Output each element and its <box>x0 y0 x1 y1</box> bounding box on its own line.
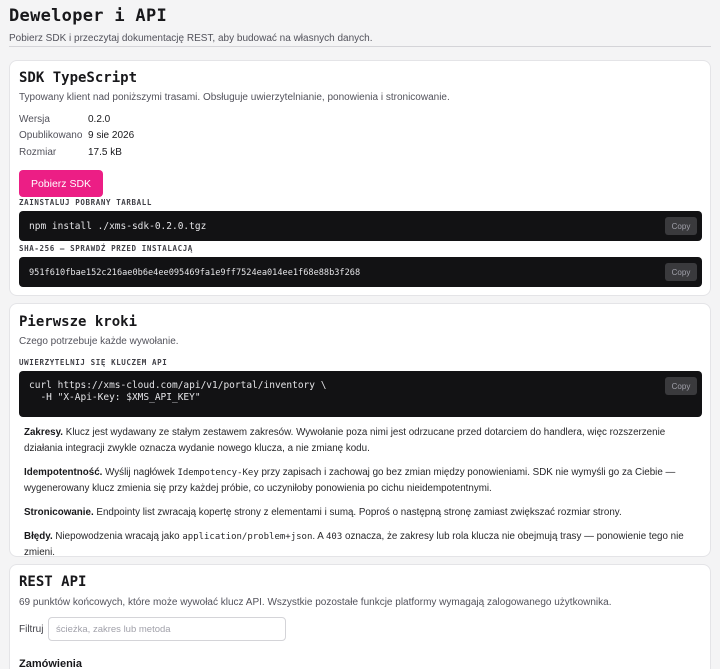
note-idem-text-1: Wyślij nagłówek <box>105 467 175 478</box>
note-errors-text-1: Niepowodzenia wracają jako <box>55 531 180 542</box>
meta-version-value: 0.2.0 <box>88 114 111 125</box>
header-divider <box>9 46 711 47</box>
note-paging <box>24 505 700 521</box>
note-errors-text-3: oznacza, że zakresy lub rola klucza nie obejmują trasy — ponowienie tego nie zmieni. <box>24 531 684 558</box>
page-subtitle: Pobierz SDK i przeczytaj dokumentację REST, aby budować na własnych danych. <box>9 33 373 44</box>
copy-auth-button[interactable]: Copy <box>665 377 697 395</box>
meta-size-value: 17.5 kB <box>88 147 122 158</box>
sha-block <box>19 257 702 287</box>
rest-api-card-title: REST API <box>19 574 87 590</box>
quickstart-notes <box>24 425 700 569</box>
meta-published-value: 9 sie 2026 <box>88 130 135 141</box>
note-paging-text: Endpointy list zwracają kopertę strony z elementami i sumą. Poproś o następną stronę zamiast zwiększać rozmiar strony. <box>96 507 622 518</box>
install-command-block <box>19 211 702 241</box>
meta-published-label: Opublikowano <box>19 130 83 141</box>
note-errors <box>24 529 700 561</box>
page-title: Deweloper i API <box>9 6 168 26</box>
rest-api-card <box>9 564 711 669</box>
sha-value: 951f610fbae152c216ae0b6e4ee095469fa1e9ff7524ea014ee1f68e88b3f268 <box>29 268 361 278</box>
quickstart-card-description: Czego potrzebuje każde wywołanie. <box>19 336 179 347</box>
note-scopes-title: Zakresy. <box>24 427 64 438</box>
auth-command: curl https://xms-cloud.com/api/v1/portal/inventory \ -H "X-Api-Key: $XMS_API_KEY" <box>29 380 327 403</box>
sdk-card-title: SDK TypeScript <box>19 70 138 86</box>
note-errors-code-2: 403 <box>326 532 343 542</box>
note-errors-title: Błędy. <box>24 531 53 542</box>
note-paging-title: Stronicowanie. <box>24 507 94 518</box>
install-command: npm install ./xms-sdk-0.2.0.tgz <box>29 221 207 232</box>
filter-label: Filtruj <box>19 624 44 635</box>
page-header <box>9 6 711 44</box>
note-idem-title: Idempotentność. <box>24 467 103 478</box>
quickstart-card-title: Pierwsze kroki <box>19 314 138 330</box>
filter-input[interactable] <box>48 617 286 641</box>
copy-sha-button[interactable]: Copy <box>665 263 697 281</box>
section-heading-orders: Zamówienia <box>19 658 82 669</box>
sdk-card-description: Typowany klient nad poniższymi trasami. Obsługuje uwierzytelnianie, ponowienia i stronicowanie. <box>19 92 450 103</box>
sha-label: SHA-256 — SPRAWDŹ PRZED INSTALACJĄ <box>19 244 193 253</box>
auth-command-block <box>19 371 702 417</box>
note-idempotency <box>24 465 700 497</box>
note-idem-text-2: przy zapisach i zachowaj go bez zmian między ponowieniami. SDK nie wymyśli go za Ciebie — wygenerowany klucz zmienia się przy każdej próbie, co uczyniłoby ponowienia po cichu nieidempotentnymi. <box>24 467 676 494</box>
copy-install-button[interactable]: Copy <box>665 217 697 235</box>
note-scopes-text: Klucz jest wydawany ze stałym zestawem zakresów. Wywołanie poza nimi jest odrzucane przed dotarciem do handlera, więc rozszerzenie działania integracji zwykle oznacza wydanie nowego klucza, a nie zmianę kodu. <box>24 427 666 454</box>
rest-api-card-description: 69 punktów końcowych, które może wywołać klucz API. Wszystkie pozostałe funkcje platformy wymagają zalogowanego użytkownika. <box>19 597 612 608</box>
note-errors-text-2: . A <box>312 531 324 542</box>
auth-label: UWIERZYTELNIJ SIĘ KLUCZEM API <box>19 358 168 367</box>
meta-size-label: Rozmiar <box>19 147 57 158</box>
note-scopes <box>24 425 700 457</box>
sdk-card <box>9 60 711 296</box>
quickstart-card <box>9 303 711 557</box>
install-label: ZAINSTALUJ POBRANY TARBALL <box>19 198 152 207</box>
note-errors-code-1: application/problem+json <box>182 532 313 542</box>
download-sdk-button[interactable]: Pobierz SDK <box>19 170 103 197</box>
meta-version-label: Wersja <box>19 114 50 125</box>
note-idem-code: Idempotency-Key <box>177 468 259 478</box>
